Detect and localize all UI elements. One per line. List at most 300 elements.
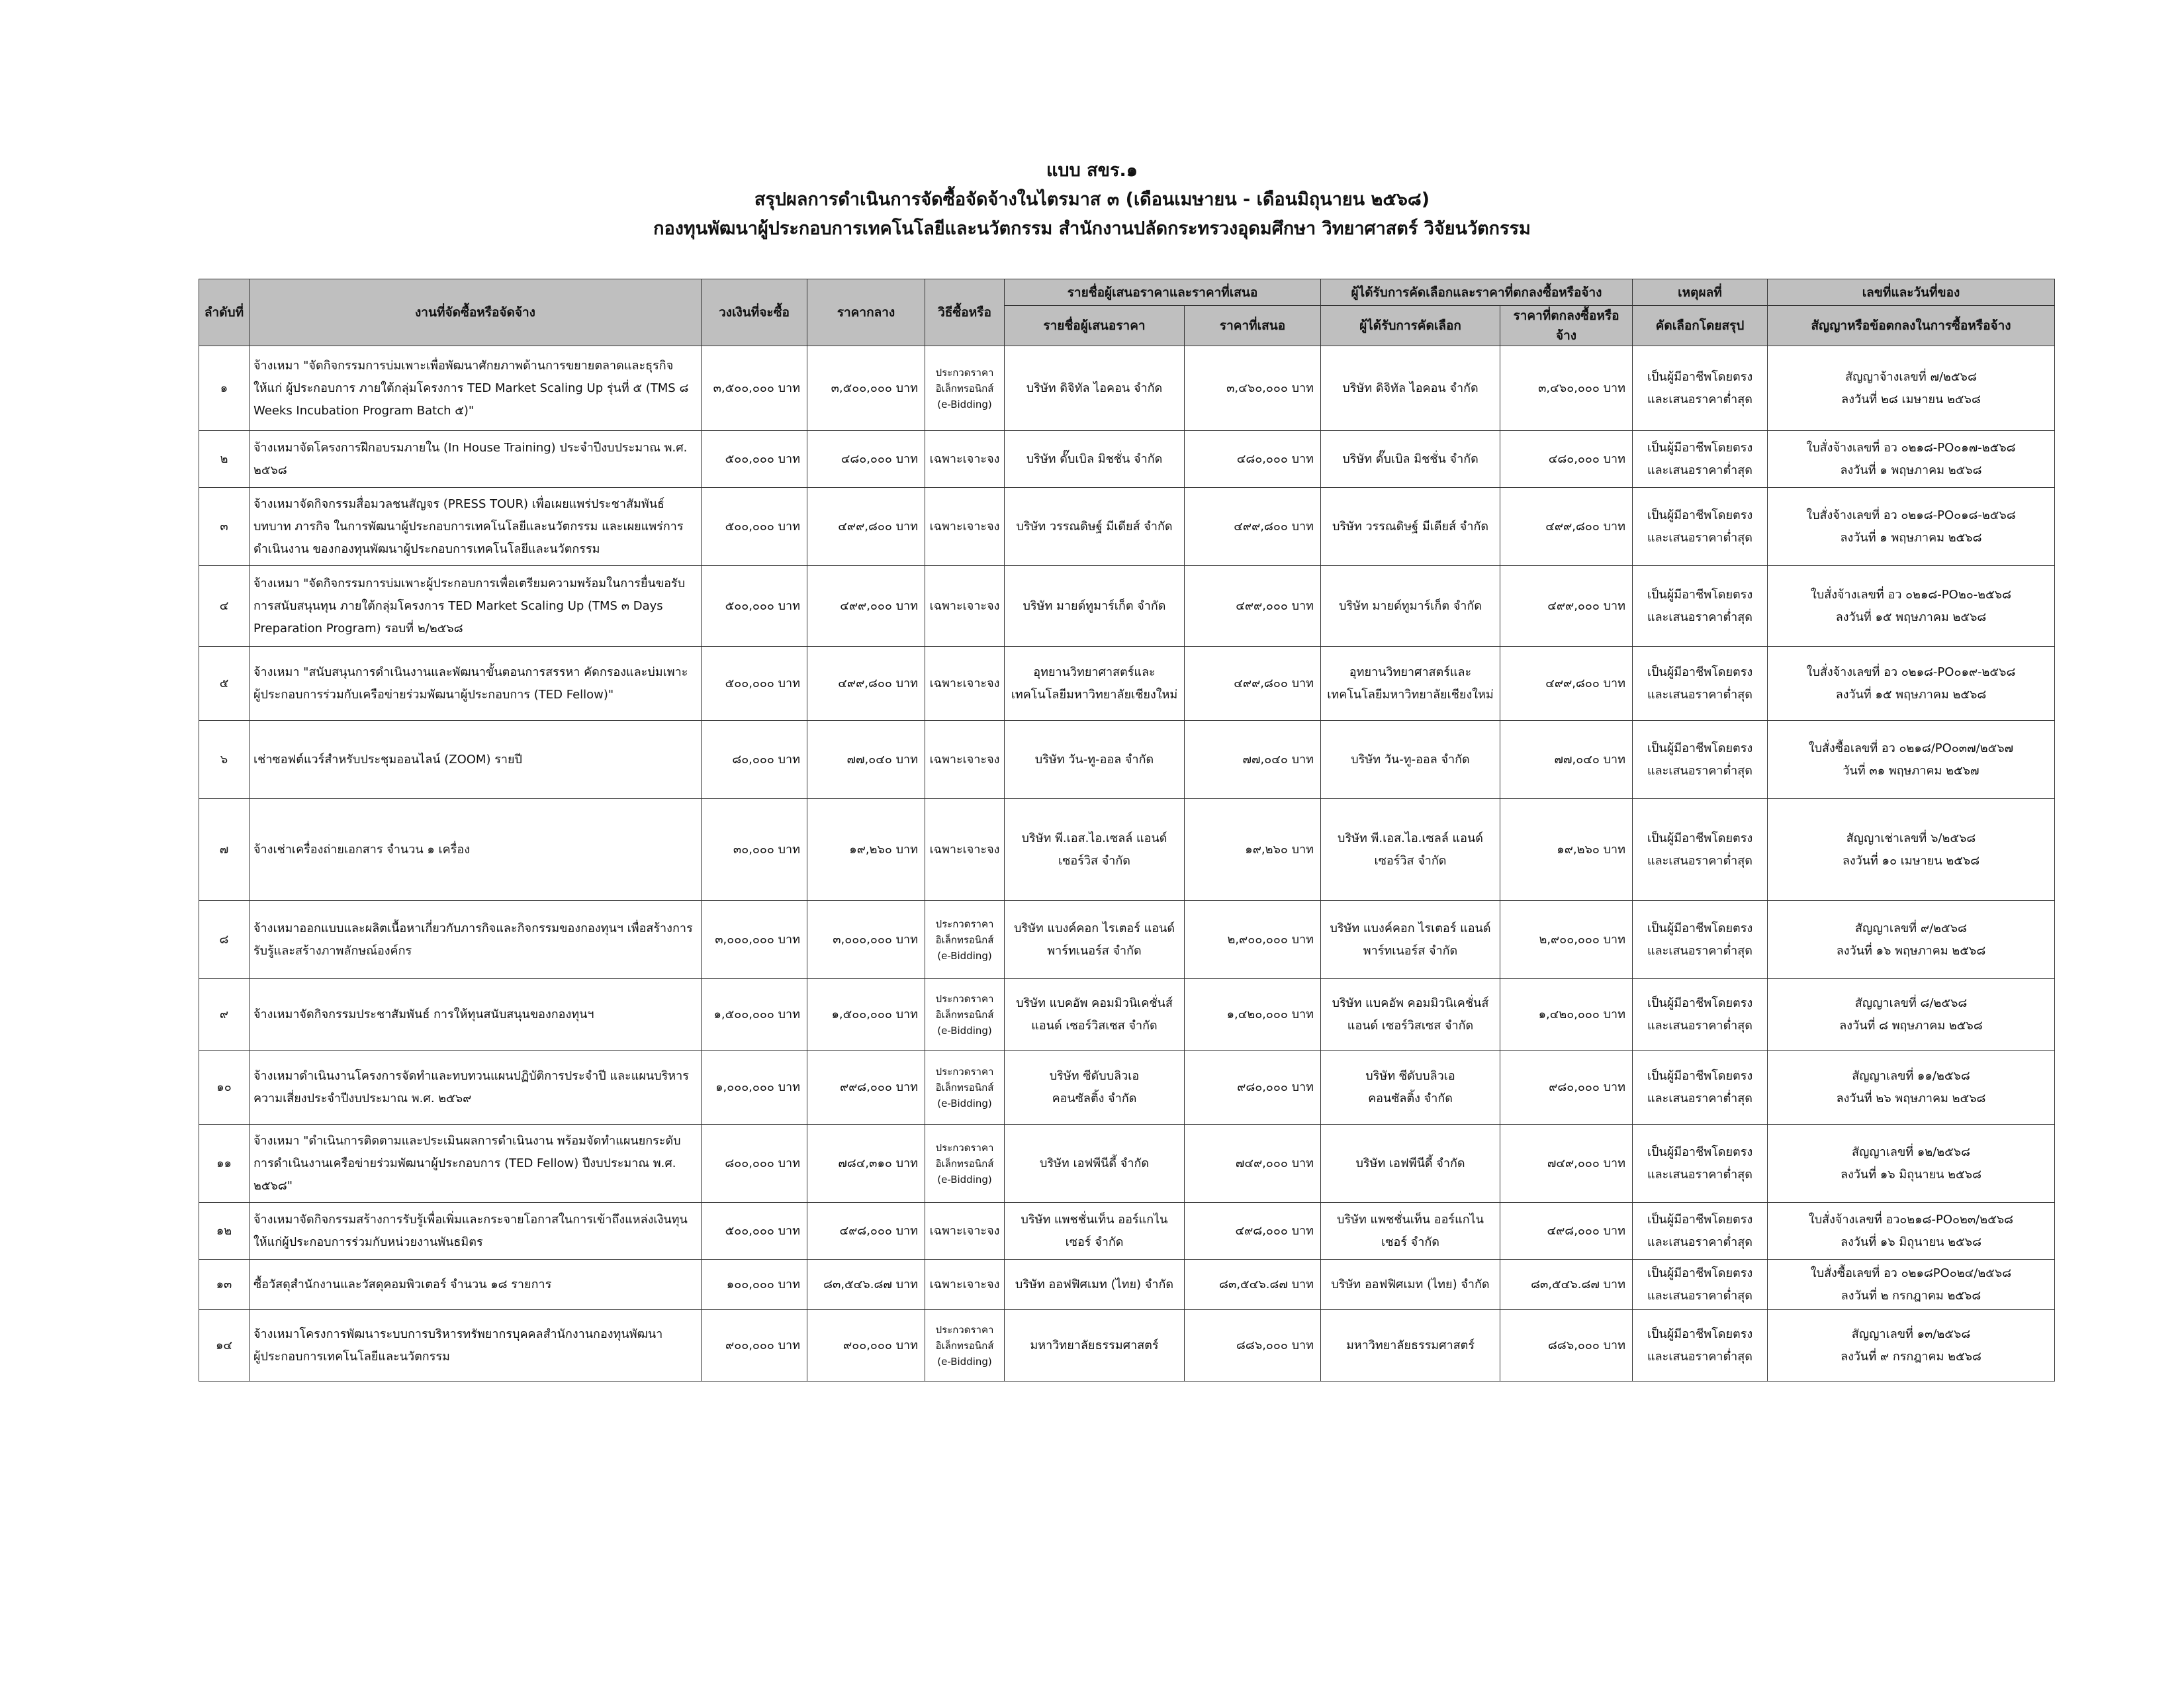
winner-name: [1321, 1310, 1500, 1382]
procurement-method-line: เฉพาะเจาะจง: [929, 752, 1000, 767]
budget-amount: ๑,๐๐๐,๐๐๐ บาท: [702, 1051, 807, 1125]
budget-amount: ๕๐๐,๐๐๐ บาท: [702, 1203, 807, 1260]
winner-name: [1321, 647, 1500, 721]
selection-reason: [1633, 1203, 1768, 1260]
median-price: ๔๙๙,๐๐๐ บาท: [807, 566, 925, 647]
agreed-price: ๒,๙๐๐,๐๐๐ บาท: [1500, 901, 1633, 979]
procurement-method-line: เฉพาะเจาะจง: [929, 598, 1000, 613]
table-row: [199, 979, 2055, 1051]
bidder-name-line: บริษัท แบคอัพ คอมมิวนิเคชั่นส์: [1016, 996, 1173, 1010]
contract-reference-line: ลงวันที่ ๑๖ มิถุนายน ๒๕๖๘: [1841, 1235, 1981, 1249]
procurement-method: [925, 1310, 1005, 1382]
budget-amount: ๑,๕๐๐,๐๐๐ บาท: [702, 979, 807, 1051]
selection-reason-line: และเสนอราคาต่ำสุด: [1647, 1288, 1752, 1303]
budget-amount: ๓,๐๐๐,๐๐๐ บาท: [702, 901, 807, 979]
selection-reason-line: และเสนอราคาต่ำสุด: [1647, 610, 1752, 624]
selection-reason: [1633, 721, 1768, 799]
bidder-name-line: บริษัท ซีดับบลิวเอ: [1049, 1068, 1140, 1083]
task-description-line: ผู้ประกอบการร่วมกับเครือข่ายร่วมพัฒนาผู้ประกอบการ (TED Fellow)": [253, 687, 614, 702]
contract-reference-line: ลงวันที่ ๑๖ มิถุนายน ๒๕๖๘: [1841, 1167, 1981, 1182]
median-price: ๑๙,๒๖๐ บาท: [807, 799, 925, 901]
bidder-name: [1005, 1310, 1185, 1382]
bidder-name: [1005, 647, 1185, 721]
selection-reason-line: เป็นผู้มีอาชีพโดยตรง: [1647, 1145, 1753, 1159]
budget-amount: ๕๐๐,๐๐๐ บาท: [702, 647, 807, 721]
form-code: แบบ สขร.๑: [1046, 160, 1138, 181]
bidder-name-line: เทคโนโลยีมหาวิทยาลัยเชียงใหม่: [1011, 687, 1178, 702]
median-price: ๔๙๙,๘๐๐ บาท: [807, 488, 925, 566]
procurement-method-line: ประกวดราคา: [935, 917, 994, 930]
col-reason-bottom: คัดเลือกโดยสรุป: [1633, 306, 1768, 346]
procurement-method-line: (e-Bidding): [937, 1024, 992, 1037]
bid-price: ๔๘๐,๐๐๐ บาท: [1185, 431, 1321, 488]
bidder-name-line: บริษัท วรรณดิษฐ์ มีเดียส์ จำกัด: [1016, 519, 1173, 534]
bidder-name: [1005, 901, 1185, 979]
task-description: [250, 1310, 702, 1382]
procurement-method-line: (e-Bidding): [937, 1097, 992, 1109]
row-number: ๔: [199, 566, 250, 647]
procurement-method: [925, 799, 1005, 901]
contract-reference-line: สัญญาเลขที่ ๑๒/๒๕๖๘: [1852, 1145, 1970, 1159]
row-number: ๑๔: [199, 1310, 250, 1382]
bidder-name: [1005, 346, 1185, 431]
procurement-method: [925, 901, 1005, 979]
contract-reference-line: สัญญาเลขที่ ๑๑/๒๕๖๘: [1852, 1068, 1970, 1083]
winner-name: [1321, 721, 1500, 799]
row-number: ๕: [199, 647, 250, 721]
table-row: [199, 1310, 2055, 1382]
procurement-method: [925, 346, 1005, 431]
procurement-method: [925, 647, 1005, 721]
winner-name: [1321, 901, 1500, 979]
agreed-price: ๓,๔๖๐,๐๐๐ บาท: [1500, 346, 1633, 431]
bidder-name-line: บริษัท เอฟพีนีดี้ จำกัด: [1039, 1156, 1150, 1170]
col-bid-price: ราคาที่เสนอ: [1185, 306, 1321, 346]
contract-reference-line: สัญญาเลขที่ ๘/๒๕๖๘: [1854, 996, 1968, 1010]
winner-name-line: บริษัท เอฟพีนีดี้ จำกัด: [1355, 1156, 1465, 1170]
task-description: [250, 721, 702, 799]
selection-reason: [1633, 431, 1768, 488]
task-description-line: จ้างเหมาจัดโครงการฝึกอบรมภายใน (In House Training) ประจำปีงบประมาณ พ.ศ.: [253, 440, 688, 455]
col-bidder-name: รายชื่อผู้เสนอราคา: [1005, 306, 1185, 346]
task-description: [250, 1051, 702, 1125]
selection-reason: [1633, 799, 1768, 901]
contract-reference-line: ลงวันที่ ๑๖ พฤษภาคม ๒๕๖๘: [1836, 943, 1986, 958]
procurement-method: [925, 721, 1005, 799]
budget-amount: ๘๐,๐๐๐ บาท: [702, 721, 807, 799]
winner-name-line: มหาวิทยาลัยธรรมศาสตร์: [1345, 1338, 1475, 1352]
contract-reference-line: ลงวันที่ ๑๕ พฤษภาคม ๒๕๖๘: [1835, 687, 1987, 702]
procurement-method-line: อิเล็กทรอนิกส์: [935, 1008, 994, 1021]
task-description: [250, 799, 702, 901]
bidder-name-line: เซอร์วิส จำกัด: [1058, 853, 1130, 868]
bidder-name: [1005, 1260, 1185, 1310]
bidder-name-line: บริษัท มายด์ทูมาร์เก็ต จำกัด: [1023, 598, 1166, 613]
winner-name-line: บริษัท มายด์ทูมาร์เก็ต จำกัด: [1339, 598, 1482, 613]
budget-amount: ๓,๕๐๐,๐๐๐ บาท: [702, 346, 807, 431]
winner-name: [1321, 566, 1500, 647]
col-bidders-group: รายชื่อผู้เสนอราคาและราคาที่เสนอ: [1005, 279, 1321, 306]
task-description-line: จ้างเหมาจัดกิจกรรมประชาสัมพันธ์ การให้ทุนสนับสนุนของกองทุนฯ: [253, 1007, 594, 1021]
agreed-price: ๑,๔๒๐,๐๐๐ บาท: [1500, 979, 1633, 1051]
bidder-name-line: คอนซัลติ้ง จำกัด: [1052, 1091, 1137, 1105]
procurement-method-line: ประกวดราคา: [935, 1065, 994, 1078]
median-price: ๙๙๘,๐๐๐ บาท: [807, 1051, 925, 1125]
contract-reference-line: ลงวันที่ ๑ พฤษภาคม ๒๕๖๘: [1840, 530, 1982, 545]
procurement-method-line: ประกวดราคา: [935, 366, 994, 379]
col-winner-group: ผู้ได้รับการคัดเลือกและราคาที่ตกลงซื้อหรือจ้าง: [1321, 279, 1633, 306]
task-description: [250, 979, 702, 1051]
procurement-method-line: (e-Bidding): [937, 1173, 992, 1186]
median-price: ๔๙๙,๘๐๐ บาท: [807, 647, 925, 721]
row-number: ๑๓: [199, 1260, 250, 1310]
agreed-price: ๔๙๙,๐๐๐ บาท: [1500, 566, 1633, 647]
selection-reason-line: เป็นผู้มีอาชีพโดยตรง: [1647, 1068, 1753, 1083]
procurement-method-line: (e-Bidding): [937, 949, 992, 962]
contract-reference: [1768, 721, 2055, 799]
task-description-line: จ้างเหมาจัดกิจกรรมสร้างการรับรู้เพื่อเพิ่มและกระจายโอกาสในการเข้าถึงแหล่งเงินทุน: [253, 1212, 688, 1227]
contract-reference-line: ลงวันที่ ๒ กรกฎาคม ๒๕๖๘: [1841, 1288, 1981, 1303]
selection-reason-line: และเสนอราคาต่ำสุด: [1647, 463, 1752, 477]
row-number: ๒: [199, 431, 250, 488]
task-description-line: รับรู้และสร้างภาพลักษณ์องค์กร: [253, 943, 412, 958]
table-row: [199, 1203, 2055, 1260]
median-price: ๓,๕๐๐,๐๐๐ บาท: [807, 346, 925, 431]
selection-reason-line: และเสนอราคาต่ำสุด: [1647, 1091, 1752, 1105]
task-description: [250, 346, 702, 431]
bidder-name-line: บริษัท ดั๊บเบิล มิชชั่น จำกัด: [1026, 451, 1163, 466]
contract-reference: [1768, 1051, 2055, 1125]
task-description-line: จ้างเหมา "จัดกิจกรรมการบ่มเพาะเพื่อพัฒนาศักยภาพด้านการขยายตลาดและธุรกิจ: [253, 358, 674, 373]
procurement-method-line: เฉพาะเจาะจง: [929, 676, 1000, 690]
bidder-name-line: บริษัท ดิจิทัล ไอคอน จำกัด: [1026, 381, 1163, 395]
winner-name-line: อุทยานวิทยาศาสตร์และ: [1349, 665, 1472, 679]
contract-reference-line: ใบสั่งจ้างเลขที่ อว๐๒๑๘-PO๐๒๓/๒๕๖๘: [1808, 1212, 2014, 1227]
agreed-price: ๔๘๐,๐๐๐ บาท: [1500, 431, 1633, 488]
task-description-line: จ้างเหมา "จัดกิจกรรมการบ่มเพาะผู้ประกอบการเพื่อเตรียมความพร้อมในการยื่นขอรับ: [253, 576, 685, 590]
selection-reason-line: และเสนอราคาต่ำสุด: [1647, 943, 1752, 958]
bidder-name-line: มหาวิทยาลัยธรรมศาสตร์: [1030, 1338, 1159, 1352]
selection-reason-line: และเสนอราคาต่ำสุด: [1647, 763, 1752, 778]
winner-name-line: บริษัท ดิจิทัล ไอคอน จำกัด: [1342, 381, 1479, 395]
budget-amount: ๘๐๐,๐๐๐ บาท: [702, 1125, 807, 1203]
procurement-method: [925, 1260, 1005, 1310]
row-number: ๓: [199, 488, 250, 566]
contract-reference-line: สัญญาเช่าเลขที่ ๖/๒๕๖๘: [1846, 831, 1976, 845]
selection-reason-line: เป็นผู้มีอาชีพโดยตรง: [1647, 741, 1753, 755]
task-description-line: จ้างเหมาจัดกิจกรรมสื่อมวลชนสัญจร (PRESS TOUR) เพื่อเผยแพร่ประชาสัมพันธ์: [253, 496, 665, 511]
row-number: ๑๒: [199, 1203, 250, 1260]
contract-reference: [1768, 1310, 2055, 1382]
winner-name: [1321, 1203, 1500, 1260]
contract-reference: [1768, 647, 2055, 721]
table-row: [199, 431, 2055, 488]
winner-name-line: บริษัท พี.เอส.ไอ.เซลล์ แอนด์: [1338, 831, 1483, 845]
selection-reason-line: เป็นผู้มีอาชีพโดยตรง: [1647, 587, 1753, 602]
bid-price: ๔๙๙,๘๐๐ บาท: [1185, 647, 1321, 721]
table-row: [199, 721, 2055, 799]
winner-name-line: บริษัท ดั๊บเบิล มิชชั่น จำกัด: [1342, 451, 1479, 466]
median-price: ๔๘๐,๐๐๐ บาท: [807, 431, 925, 488]
task-description: [250, 1260, 702, 1310]
selection-reason: [1633, 1051, 1768, 1125]
winner-name-line: บริษัท แพชชั่นเท็น ออร์แกไน: [1337, 1212, 1484, 1227]
winner-name-line: เทคโนโลยีมหาวิทยาลัยเชียงใหม่: [1327, 687, 1494, 702]
bidder-name-line: เซอร์ จำกัด: [1065, 1235, 1124, 1249]
contract-reference-line: ลงวันที่ ๑๐ เมษายน ๒๕๖๘: [1842, 853, 1980, 868]
row-number: ๑๐: [199, 1051, 250, 1125]
bidder-name: [1005, 721, 1185, 799]
contract-reference-line: ใบสั่งจ้างเลขที่ อว ๐๒๑๘-PO๐๑๗-๒๕๖๘: [1806, 440, 2016, 455]
procurement-method: [925, 1125, 1005, 1203]
selection-reason: [1633, 1125, 1768, 1203]
selection-reason-line: เป็นผู้มีอาชีพโดยตรง: [1647, 440, 1753, 455]
agreed-price: ๗๗,๐๔๐ บาท: [1500, 721, 1633, 799]
row-number: ๘: [199, 901, 250, 979]
table-row: [199, 566, 2055, 647]
selection-reason: [1633, 488, 1768, 566]
col-no: ลำดับที่: [199, 279, 250, 346]
procurement-method: [925, 566, 1005, 647]
contract-reference: [1768, 799, 2055, 901]
task-description-line: Preparation Program) รอบที่ ๒/๒๕๖๘: [253, 621, 463, 635]
document-subtitle: กองทุนพัฒนาผู้ประกอบการเทคโนโลยีและนวัตกรรม สำนักงานปลัดกระทรวงอุดมศึกษา วิทยาศาสตร์ วิจัยนวัตกรรม: [653, 218, 1531, 239]
contract-reference-line: ใบสั่งจ้างเลขที่ อว ๐๒๑๘-PO๐๑๙-๒๕๖๘: [1806, 665, 2016, 679]
document-header: [0, 156, 2184, 244]
procurement-method-line: อิเล็กทรอนิกส์: [935, 382, 994, 395]
winner-name-line: แอนด์ เซอร์วิสเซส จำกัด: [1347, 1018, 1474, 1033]
procurement-method-line: (e-Bidding): [937, 398, 992, 410]
bid-price: ๘๘๖,๐๐๐ บาท: [1185, 1310, 1321, 1382]
table-row: [199, 1260, 2055, 1310]
contract-reference-line: ลงวันที่ ๘ พฤษภาคม ๒๕๖๘: [1839, 1018, 1983, 1033]
selection-reason: [1633, 566, 1768, 647]
bidder-name-line: บริษัท พี.เอส.ไอ.เซลล์ แอนด์: [1021, 831, 1167, 845]
winner-name-line: บริษัท แบคอัพ คอมมิวนิเคชั่นส์: [1332, 996, 1489, 1010]
contract-reference: [1768, 1203, 2055, 1260]
budget-amount: ๕๐๐,๐๐๐ บาท: [702, 566, 807, 647]
contract-reference-line: ใบสั่งซื้อเลขที่ อว ๐๒๑๘/PO๐๓๗/๒๕๖๗: [1808, 741, 2014, 755]
task-description-line: จ้างเหมา "สนับสนุนการดำเนินงานและพัฒนาขั้นตอนการสรรหา คัดกรองและบ่มเพาะ: [253, 665, 688, 679]
selection-reason-line: เป็นผู้มีอาชีพโดยตรง: [1647, 369, 1753, 384]
procurement-method-line: เฉพาะเจาะจง: [929, 1277, 1000, 1291]
agreed-price: ๔๙๘,๐๐๐ บาท: [1500, 1203, 1633, 1260]
bidder-name: [1005, 799, 1185, 901]
median-price: ๘๓,๕๔๖.๘๗ บาท: [807, 1260, 925, 1310]
task-description-line: Weeks Incubation Program Batch ๕)": [253, 403, 475, 418]
bidder-name: [1005, 488, 1185, 566]
table-row: [199, 1051, 2055, 1125]
task-description-line: ดำเนินงาน ของกองทุนพัฒนาผู้ประกอบการเทคโนโลยีและนวัตกรรม: [253, 541, 600, 556]
task-description-line: จ้างเหมาดำเนินงานโครงการจัดทำและทบทวนแผนปฏิบัติการประจำปี และแผนบริหาร: [253, 1068, 689, 1083]
task-description: [250, 566, 702, 647]
procurement-method-line: อิเล็กทรอนิกส์: [935, 933, 994, 946]
contract-reference-line: ลงวันที่ ๑ พฤษภาคม ๒๕๖๘: [1840, 463, 1982, 477]
procurement-method-line: เฉพาะเจาะจง: [929, 842, 1000, 857]
procurement-method: [925, 431, 1005, 488]
selection-reason: [1633, 346, 1768, 431]
selection-reason-line: เป็นผู้มีอาชีพโดยตรง: [1647, 996, 1753, 1010]
contract-reference: [1768, 346, 2055, 431]
task-description: [250, 1125, 702, 1203]
procurement-method-line: อิเล็กทรอนิกส์: [935, 1339, 994, 1352]
procurement-method-line: ประกวดราคา: [935, 1323, 994, 1336]
task-description-line: บทบาท ภารกิจ ในการพัฒนาผู้ประกอบการเทคโนโลยีและนวัตกรรม และเผยแพร่การ: [253, 519, 684, 534]
procurement-method-line: (e-Bidding): [937, 1355, 992, 1368]
selection-reason-line: และเสนอราคาต่ำสุด: [1647, 1235, 1752, 1249]
bid-price: ๑๙,๒๖๐ บาท: [1185, 799, 1321, 901]
task-description-line: การดำเนินงานเครือข่ายร่วมพัฒนาผู้ประกอบการ (TED Fellow) ปีงบประมาณ พ.ศ.: [253, 1156, 676, 1170]
task-description-line: ให้แก่ ผู้ประกอบการ ภายใต้กลุ่มโครงการ TED Market Scaling Up รุ่นที่ ๕ (TMS ๘: [253, 381, 689, 395]
contract-reference: [1768, 1125, 2055, 1203]
agreed-price: ๔๙๙,๘๐๐ บาท: [1500, 488, 1633, 566]
col-reason-top: เหตุผลที่: [1633, 279, 1768, 306]
task-description-line: การสนับสนุนทุน ภายใต้กลุ่มโครงการ TED Market Scaling Up (TMS ๓ Days: [253, 598, 663, 613]
agreed-price: ๘๓,๕๔๖.๘๗ บาท: [1500, 1260, 1633, 1310]
winner-name: [1321, 1051, 1500, 1125]
procurement-method-line: อิเล็กทรอนิกส์: [935, 1157, 994, 1170]
selection-reason-line: และเสนอราคาต่ำสุด: [1647, 687, 1752, 702]
winner-name: [1321, 346, 1500, 431]
selection-reason: [1633, 647, 1768, 721]
row-number: ๑๑: [199, 1125, 250, 1203]
selection-reason-line: และเสนอราคาต่ำสุด: [1647, 1018, 1752, 1033]
bid-price: ๑,๔๒๐,๐๐๐ บาท: [1185, 979, 1321, 1051]
bidder-name-line: แอนด์ เซอร์วิสเซส จำกัด: [1031, 1018, 1158, 1033]
contract-reference-line: ใบสั่งจ้างเลขที่ อว ๐๒๑๘-PO๐๑๘-๒๕๖๘: [1806, 508, 2016, 522]
procurement-method: [925, 1203, 1005, 1260]
procurement-method: [925, 488, 1005, 566]
contract-reference: [1768, 901, 2055, 979]
bidder-name: [1005, 1051, 1185, 1125]
bidder-name-line: พาร์ทเนอร์ส จำกัด: [1047, 943, 1142, 958]
col-method: วิธีซื้อหรือ: [925, 279, 1005, 346]
budget-amount: ๑๐๐,๐๐๐ บาท: [702, 1260, 807, 1310]
row-number: ๙: [199, 979, 250, 1051]
selection-reason-line: และเสนอราคาต่ำสุด: [1647, 853, 1752, 868]
contract-reference: [1768, 979, 2055, 1051]
bidder-name-line: บริษัท แบงค์คอก ไรเตอร์ แอนด์: [1013, 921, 1175, 935]
agreed-price: ๔๙๙,๘๐๐ บาท: [1500, 647, 1633, 721]
selection-reason: [1633, 1260, 1768, 1310]
col-contract-top: เลขที่และวันที่ของ: [1768, 279, 2055, 306]
task-description-line: จ้างเหมา "ดำเนินการติดตามและประเมินผลการดำเนินงาน พร้อมจัดทำแผนยกระดับ: [253, 1133, 681, 1148]
table-row: [199, 488, 2055, 566]
table-row: [199, 647, 2055, 721]
table-row: [199, 799, 2055, 901]
winner-name-line: บริษัท วรรณดิษฐ์ มีเดียส์ จำกัด: [1332, 519, 1489, 534]
task-description-line: จ้างเหมาออกแบบและผลิตเนื้อหาเกี่ยวกับภารกิจและกิจกรรมของกองทุนฯ เพื่อสร้างการ: [253, 921, 693, 935]
budget-amount: ๓๐,๐๐๐ บาท: [702, 799, 807, 901]
bid-price: ๗๗,๐๔๐ บาท: [1185, 721, 1321, 799]
winner-name: [1321, 488, 1500, 566]
contract-reference-line: ลงวันที่ ๒๘ เมษายน ๒๕๖๘: [1841, 392, 1981, 406]
winner-name-line: คอนซัลติ้ง จำกัด: [1368, 1091, 1453, 1105]
bidder-name-line: บริษัท วัน-ทู-ออล จำกัด: [1034, 752, 1154, 767]
col-contract-bottom: สัญญาหรือข้อตกลงในการซื้อหรือจ้าง: [1768, 306, 2055, 346]
bid-price: ๔๙๘,๐๐๐ บาท: [1185, 1203, 1321, 1260]
bid-price: ๘๓,๕๔๖.๘๗ บาท: [1185, 1260, 1321, 1310]
median-price: ๓,๐๐๐,๐๐๐ บาท: [807, 901, 925, 979]
selection-reason-line: เป็นผู้มีอาชีพโดยตรง: [1647, 921, 1753, 935]
contract-reference: [1768, 1260, 2055, 1310]
bidder-name: [1005, 431, 1185, 488]
winner-name: [1321, 1260, 1500, 1310]
task-description: [250, 647, 702, 721]
table-row: [199, 901, 2055, 979]
task-description-line: ๒๕๖๘: [253, 463, 287, 477]
bid-price: ๙๘๐,๐๐๐ บาท: [1185, 1051, 1321, 1125]
contract-reference-line: สัญญาจ้างเลขที่ ๗/๒๕๖๘: [1845, 369, 1977, 384]
agreed-price: ๑๙,๒๖๐ บาท: [1500, 799, 1633, 901]
contract-reference-line: ใบสั่งจ้างเลขที่ อว ๐๒๑๘-PO๒๐-๒๕๖๘: [1811, 587, 2011, 602]
contract-reference-line: ลงวันที่ ๒๖ พฤษภาคม ๒๕๖๘: [1836, 1091, 1986, 1105]
row-number: ๑: [199, 346, 250, 431]
winner-name-line: บริษัท ออฟฟิศเมท (ไทย) จำกัด: [1331, 1277, 1490, 1291]
winner-name-line: บริษัท ซีดับบลิวเอ: [1365, 1068, 1455, 1083]
median-price: ๗๘๔,๓๑๐ บาท: [807, 1125, 925, 1203]
median-price: ๙๐๐,๐๐๐ บาท: [807, 1310, 925, 1382]
table-row: [199, 346, 2055, 431]
winner-name: [1321, 431, 1500, 488]
task-description: [250, 901, 702, 979]
winner-name-line: บริษัท แบงค์คอก ไรเตอร์ แอนด์: [1330, 921, 1491, 935]
col-task: งานที่จัดซื้อหรือจัดจ้าง: [250, 279, 702, 346]
budget-amount: ๙๐๐,๐๐๐ บาท: [702, 1310, 807, 1382]
procurement-method: [925, 1051, 1005, 1125]
selection-reason-line: เป็นผู้มีอาชีพโดยตรง: [1647, 508, 1753, 522]
winner-name-line: บริษัท วัน-ทู-ออล จำกัด: [1351, 752, 1470, 767]
procurement-method-line: เฉพาะเจาะจง: [929, 519, 1000, 534]
bidder-name: [1005, 979, 1185, 1051]
median-price: ๗๗,๐๔๐ บาท: [807, 721, 925, 799]
document-title: สรุปผลการดำเนินการจัดซื้อจัดจ้างในไตรมาส ๓ (เดือนเมษายน - เดือนมิถุนายน ๒๕๖๘): [754, 189, 1430, 210]
budget-amount: ๕๐๐,๐๐๐ บาท: [702, 488, 807, 566]
task-description-line: ซื้อวัสดุสำนักงานและวัสดุคอมพิวเตอร์ จำนวน ๑๘ รายการ: [253, 1277, 552, 1291]
budget-amount: ๕๐๐,๐๐๐ บาท: [702, 431, 807, 488]
task-description: [250, 431, 702, 488]
task-description-line: ๒๕๖๘": [253, 1178, 293, 1193]
procurement-method: [925, 979, 1005, 1051]
contract-reference-line: วันที่ ๓๑ พฤษภาคม ๒๕๖๗: [1843, 763, 1979, 778]
task-description-line: จ้างเหมาโครงการพัฒนาระบบการบริหารทรัพยากรบุคคลสำนักงานกองทุนพัฒนา: [253, 1327, 663, 1341]
bidder-name-line: อุทยานวิทยาศาสตร์และ: [1033, 665, 1156, 679]
col-winner-name: ผู้ได้รับการคัดเลือก: [1321, 306, 1500, 346]
winner-name-line: เซอร์ จำกัด: [1381, 1235, 1439, 1249]
selection-reason-line: เป็นผู้มีอาชีพโดยตรง: [1647, 1327, 1753, 1341]
bid-price: ๓,๔๖๐,๐๐๐ บาท: [1185, 346, 1321, 431]
task-description: [250, 488, 702, 566]
table-body: [199, 346, 2055, 1382]
row-number: ๗: [199, 799, 250, 901]
table-row: [199, 1125, 2055, 1203]
procurement-method-line: เฉพาะเจาะจง: [929, 451, 1000, 466]
row-number: ๖: [199, 721, 250, 799]
agreed-price: ๗๔๙,๐๐๐ บาท: [1500, 1125, 1633, 1203]
median-price: ๑,๕๐๐,๐๐๐ บาท: [807, 979, 925, 1051]
procurement-method-line: ประกวดราคา: [935, 992, 994, 1005]
procurement-method-line: เฉพาะเจาะจง: [929, 1223, 1000, 1238]
bid-price: ๔๙๙,๐๐๐ บาท: [1185, 566, 1321, 647]
bidder-name-line: บริษัท ออฟฟิศเมท (ไทย) จำกัด: [1015, 1277, 1174, 1291]
agreed-price: ๙๘๐,๐๐๐ บาท: [1500, 1051, 1633, 1125]
procurement-method-line: ประกวดราคา: [935, 1141, 994, 1154]
task-description-line: เช่าซอฟต์แวร์สำหรับประชุมออนไลน์ (ZOOM) รายปี: [253, 752, 522, 767]
task-description-line: ผู้ประกอบการเทคโนโลยีและนวัตกรรม: [253, 1349, 450, 1364]
contract-reference-line: ลงวันที่ ๑๕ พฤษภาคม ๒๕๖๘: [1835, 610, 1987, 624]
bid-price: ๗๔๙,๐๐๐ บาท: [1185, 1125, 1321, 1203]
selection-reason-line: และเสนอราคาต่ำสุด: [1647, 392, 1752, 406]
